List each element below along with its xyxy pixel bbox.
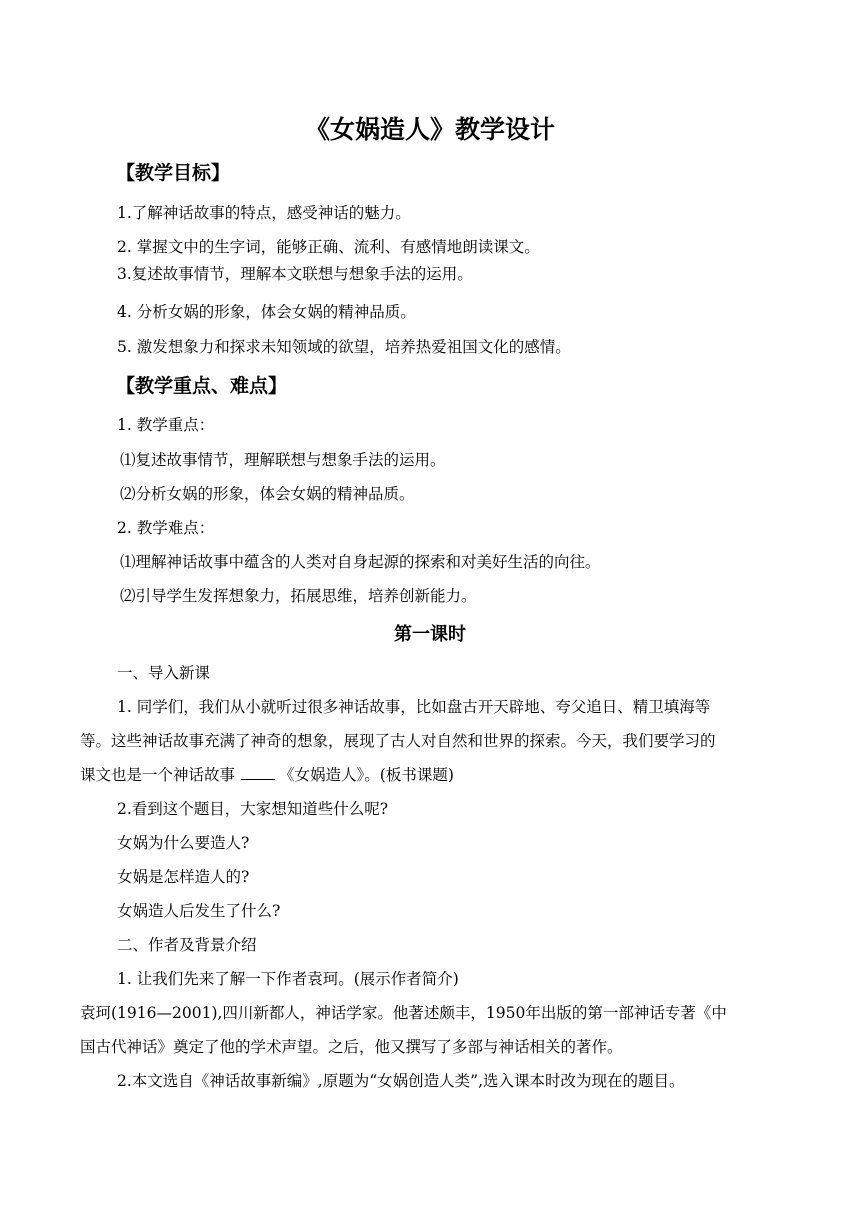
focus-item: ⑵分析女娲的形象，体会女娲的精神品质。 bbox=[120, 485, 415, 503]
goal-item: 5. 激发想象力和探求未知领域的欲望，培养热爱祖国文化的感情。 bbox=[117, 338, 571, 356]
author-bio-line: 国古代神话》奠定了他的学术声望。之后，他又撰写了多部与神话相关的著作。 bbox=[80, 1038, 623, 1056]
source-paragraph: 2.本文选自《神话故事新编》,原题为“女娲创造人类”,选入课本时改为现在的题目。 bbox=[117, 1072, 685, 1090]
key-points-heading: 【教学重点、难点】 bbox=[116, 375, 288, 397]
intro-paragraph-line bbox=[80, 765, 454, 785]
difficulty-item: ⑵引导学生发挥想象力，拓展思维，培养创新能力。 bbox=[120, 587, 477, 605]
intro-paragraph-line: 1. 同学们，我们从小就听过很多神话故事，比如盘古开天辟地、夸父追日、精卫填海等 bbox=[117, 698, 711, 716]
focus-item: ⑴复述故事情节，理解联想与想象手法的运用。 bbox=[120, 451, 446, 469]
section-heading-author: 二、作者及背景介绍 bbox=[117, 936, 257, 954]
goal-item: 2. 掌握文中的生字词，能够正确、流利、有感情地朗读课文。 bbox=[117, 238, 540, 256]
lesson-heading: 第一课时 bbox=[394, 624, 466, 645]
intro-paragraph-line: 等。这些神话故事充满了神奇的想象，展现了古人对自然和世界的探索。今天，我们要学习的 bbox=[80, 732, 716, 750]
goal-item: 3.复述故事情节，理解本文联想与想象手法的运用。 bbox=[117, 265, 473, 283]
intro-text: 《女娲造人》。(板书课题) bbox=[279, 766, 454, 784]
goal-item: 1.了解神话故事的特点，感受神话的魅力。 bbox=[117, 204, 411, 222]
question-item: 女娲是怎样造人的? bbox=[117, 868, 250, 886]
focus-label: 1. 教学重点： bbox=[117, 416, 215, 434]
difficulty-item: ⑴理解神话故事中蕴含的人类对自身起源的探索和对美好生活的向往。 bbox=[120, 553, 601, 571]
goals-heading: 【教学目标】 bbox=[116, 162, 231, 184]
section-heading-intro: 一、导入新课 bbox=[117, 664, 211, 682]
page-title: 《女娲造人》教学设计 bbox=[304, 115, 555, 144]
author-paragraph: 1. 让我们先来了解一下作者袁珂。(展示作者简介) bbox=[117, 970, 459, 988]
intro-text: 课文也是一个神话故事 bbox=[80, 766, 236, 784]
blank-underline bbox=[241, 765, 275, 780]
question-item: 女娲造人后发生了什么? bbox=[117, 902, 281, 920]
difficulty-label: 2. 教学难点： bbox=[117, 519, 215, 537]
question-prompt: 2.看到这个题目，大家想知道些什么呢? bbox=[117, 800, 389, 818]
author-bio-line: 袁珂(1916—2001),四川新都人，神话学家。他著述颇丰，1950年出版的第一部神话专著《中 bbox=[80, 1004, 727, 1022]
goal-item: 4. 分析女娲的形象，体会女娲的精神品质。 bbox=[117, 303, 416, 321]
question-item: 女娲为什么要造人? bbox=[117, 834, 250, 852]
